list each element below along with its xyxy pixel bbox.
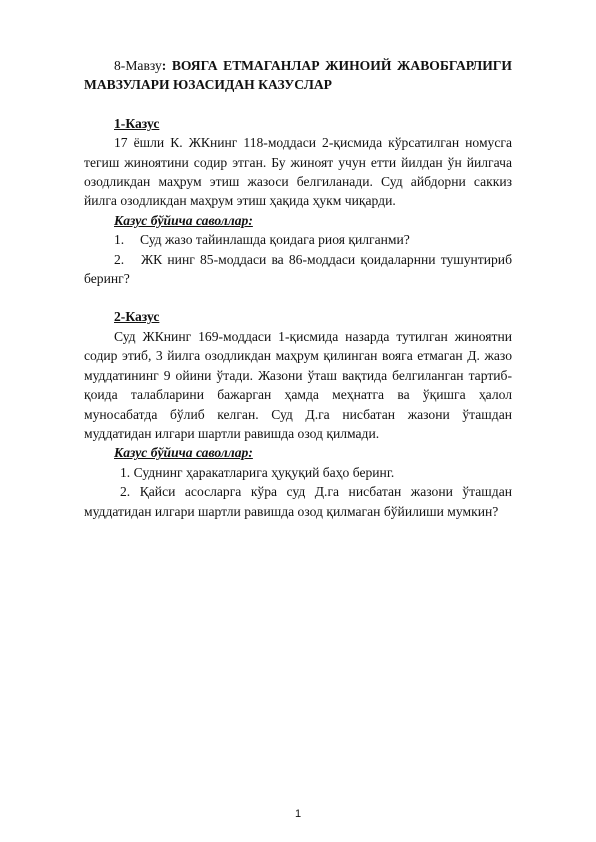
case-1-text: 17 ёшли К. ЖКнинг 118-моддаси 2-қисмида кўрсатилган номусга тегиш жиноятини содир этган. Бу жиноят учун етти йилдан ўн йилгача озодликдан маҳрум этиш жазоси белгиланади. Суд айбдорни саккиз йилга озодликдан маҳрум этиш ҳақида ҳукм чиқарди. bbox=[84, 135, 512, 209]
question-text: Суд жазо тайинлашда қоидага риоя қилганми? bbox=[140, 232, 410, 248]
question-number: 2. bbox=[114, 251, 125, 267]
topic-heading: ВОЯГА ЕТМАГАНЛАР ЖИНОИЙ ЖАВОБГАРЛИГИ МАВЗУЛАРИ ЮЗАСИДАН КАЗУСЛАР bbox=[84, 58, 512, 93]
case-2-questions-heading: Казус бўйича саволлар: bbox=[114, 445, 253, 461]
case-1-question bbox=[84, 230, 512, 249]
case-1-questions-heading: Казус бўйича саволлар: bbox=[114, 212, 253, 228]
spacer bbox=[84, 288, 512, 307]
topic-number: 8-Мавзу bbox=[114, 58, 162, 73]
question-number: 1. bbox=[114, 232, 125, 248]
case-2-text: Суд ЖКнинг 169-моддаси 1-қисмида назарда тутилган жиноятни содир этиб, 3 йилга озодликдан маҳрум қилинган вояга етмаган Д. жазо муддатининг 9 ойини ўтади. Жазони ўташ вақтида белгиланган тартиб-қоида талабларини бажарган ҳамда меҳнатга ва ўқишга ҳалол муносабатда бўлиб келган. Суд Д.га нисбатан жазони ўташдан муддатидан илгари шартли равишда озод қилмади. bbox=[84, 328, 512, 441]
case-2-question: 1. Суднинг ҳаракатларига ҳуқуқий баҳо беринг. bbox=[120, 464, 395, 480]
case-2-heading: 2-Казус bbox=[114, 309, 160, 325]
topic-colon: : bbox=[161, 58, 167, 73]
document-page bbox=[84, 56, 512, 521]
case-1-heading: 1-Казус bbox=[114, 115, 160, 131]
spacer bbox=[84, 95, 512, 114]
case-1-question bbox=[84, 250, 512, 289]
page-number: 1 bbox=[294, 808, 302, 820]
topic-title bbox=[84, 56, 512, 95]
case-2-question: 2. Қайси асосларга кўра суд Д.га нисбатан жазони ўташдан муддатидан илгари шартли равишда озод қилмаган бўйилиши мумкин? bbox=[84, 484, 512, 519]
question-text: ЖК нинг 85-моддаси ва 86-моддаси қоидаларнни тушунтириб беринг? bbox=[84, 251, 512, 287]
